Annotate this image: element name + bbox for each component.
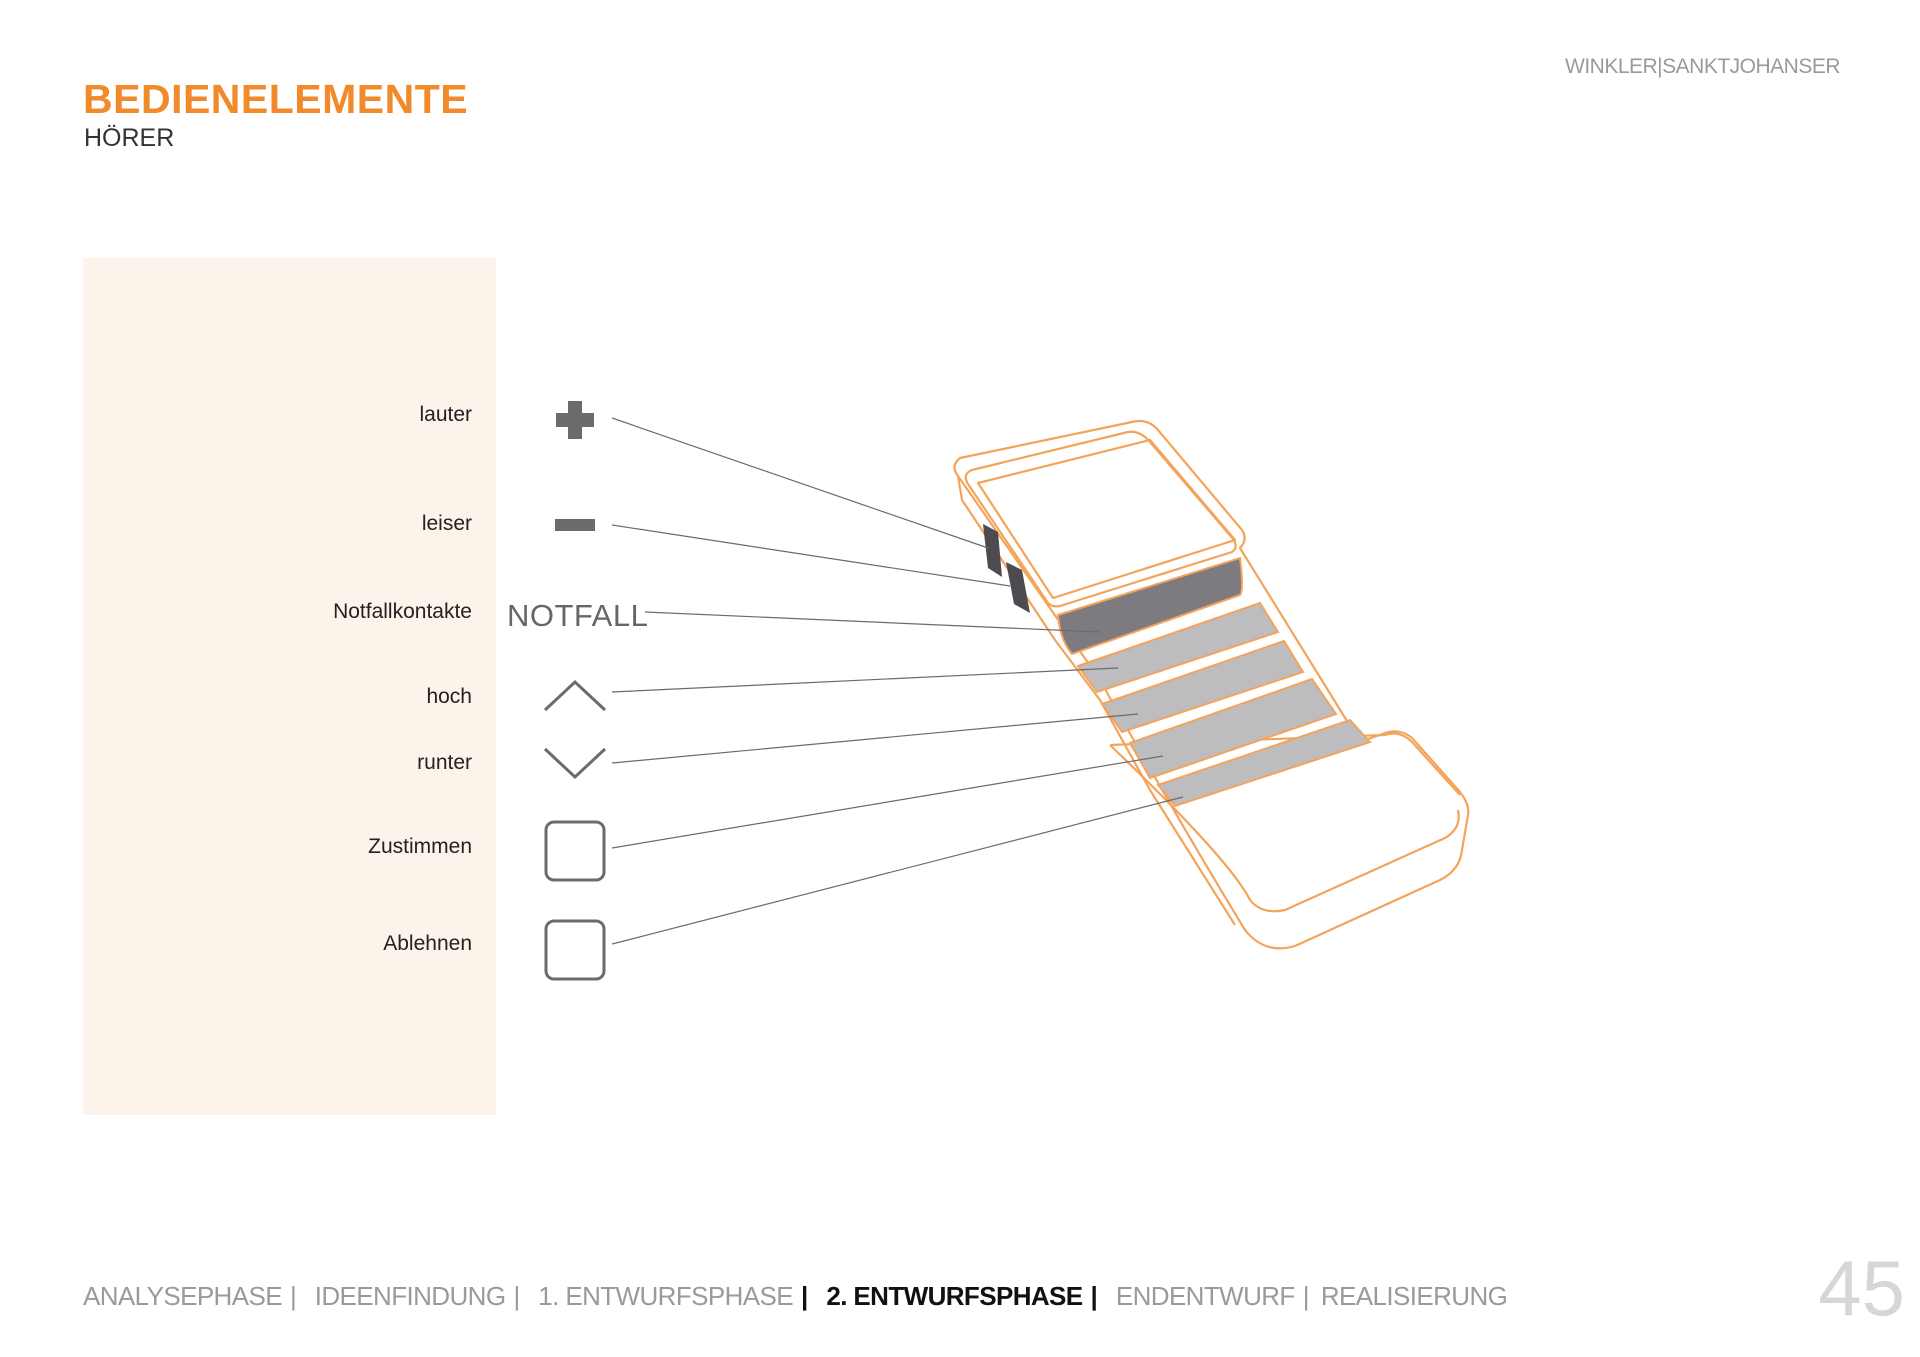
nav-separator: | bbox=[1302, 1281, 1309, 1311]
authors-header: WINKLER|SANKTJOHANSER bbox=[1565, 55, 1840, 78]
nav-item-2-entwurfsphase[interactable]: 2. ENTWURFSPHASE bbox=[826, 1281, 1083, 1311]
minus-icon bbox=[555, 519, 595, 531]
label-runter: runter bbox=[417, 751, 472, 774]
chevron-up-icon bbox=[545, 682, 605, 710]
nav-item-realisierung[interactable]: REALISIERUNG bbox=[1320, 1281, 1508, 1311]
footer-nav bbox=[83, 1281, 1507, 1312]
nav-separator: | bbox=[289, 1281, 297, 1311]
ablehnen-square-icon bbox=[546, 921, 604, 979]
nav-item-1-entwurfsphase[interactable]: 1. ENTWURFSPHASE bbox=[538, 1281, 794, 1311]
page-number: 45 bbox=[1818, 1244, 1905, 1332]
nav-separator: | bbox=[1090, 1281, 1098, 1311]
page-subtitle: HÖRER bbox=[84, 124, 175, 152]
page-title: BEDIENELEMENTE bbox=[83, 76, 469, 122]
notfall-icon-text: NOTFALL bbox=[507, 598, 649, 633]
label-lauter: lauter bbox=[419, 403, 472, 426]
plus-icon bbox=[556, 401, 594, 439]
nav-separator: | bbox=[801, 1281, 808, 1311]
label-notfallkontakte: Notfallkontakte bbox=[333, 600, 472, 623]
nav-item-analysephase[interactable]: ANALYSEPHASE bbox=[83, 1281, 282, 1311]
label-ablehnen: Ablehnen bbox=[383, 932, 472, 955]
label-leiser: leiser bbox=[421, 512, 472, 535]
label-hoch: hoch bbox=[426, 685, 472, 708]
chevron-down-icon bbox=[545, 749, 605, 777]
nav-separator: | bbox=[513, 1281, 520, 1311]
nav-item-endentwurf[interactable]: ENDENTWURF bbox=[1115, 1281, 1295, 1311]
label-zustimmen: Zustimmen bbox=[368, 835, 472, 858]
nav-item-ideenfindung[interactable]: IDEENFINDUNG bbox=[314, 1281, 506, 1311]
zustimmen-square-icon bbox=[546, 822, 604, 880]
